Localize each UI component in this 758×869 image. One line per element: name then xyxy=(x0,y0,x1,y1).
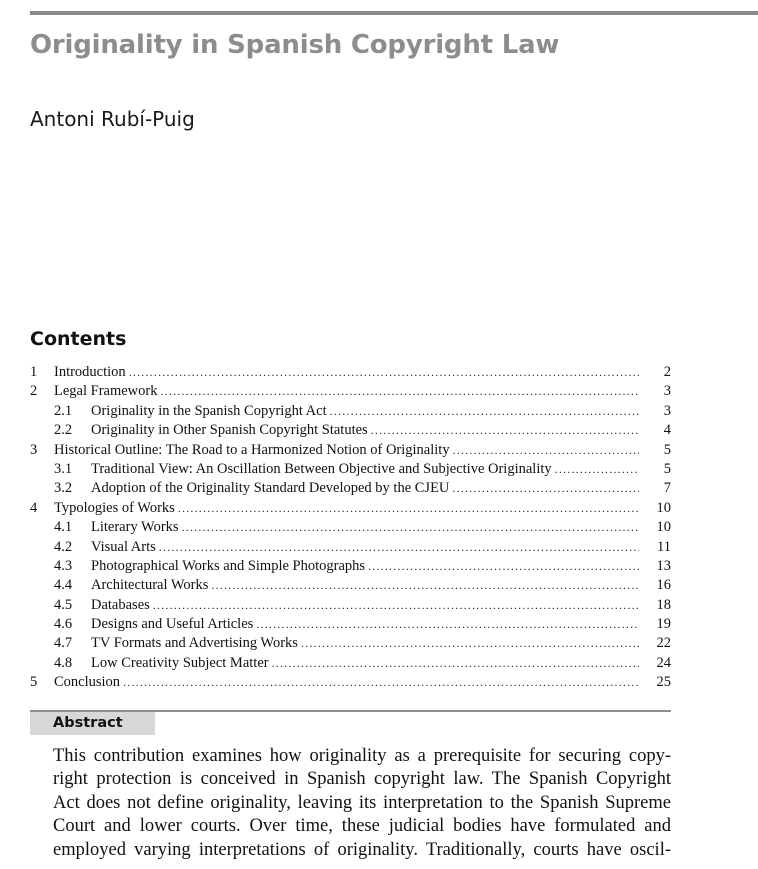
abstract-heading: Abstract xyxy=(30,712,155,735)
toc-dot-leader xyxy=(453,441,639,460)
toc-entry-page: 22 xyxy=(656,635,671,652)
toc-entry-number: 2 xyxy=(30,383,38,400)
toc-dot-leader xyxy=(153,596,639,615)
toc-entry-number: 3.1 xyxy=(54,460,73,477)
toc-entry-title: Traditional View: An Oscillation Between Objective and Subjective Originality xyxy=(91,460,552,477)
toc-entry-page: 7 xyxy=(663,480,671,497)
toc-entry-page: 18 xyxy=(656,596,671,613)
toc-dot-leader xyxy=(272,654,639,673)
abstract-line: Court and lower courts. Over time, these judicial bodies have formulated and xyxy=(53,816,671,837)
toc-entry-title: Originality in Other Spanish Copyright Statutes xyxy=(91,422,368,439)
toc-entry-page: 10 xyxy=(656,499,671,516)
toc-entry-page: 25 xyxy=(656,674,671,691)
toc-entry-number: 2.1 xyxy=(54,402,73,419)
toc-entry-page: 3 xyxy=(663,402,671,419)
contents-heading: Contents xyxy=(30,328,127,350)
toc-entry[interactable] xyxy=(30,615,671,634)
abstract-body xyxy=(53,745,671,862)
toc-entry-title: Visual Arts xyxy=(91,538,156,555)
toc-entry-title: Historical Outline: The Road to a Harmonized Notion of Originality xyxy=(54,441,450,458)
toc-entry-title: Originality in the Spanish Copyright Act xyxy=(91,402,327,419)
toc-entry[interactable] xyxy=(30,460,671,479)
toc-entry-number: 3 xyxy=(30,441,38,458)
toc-entry-number: 3.2 xyxy=(54,480,73,497)
toc-entry[interactable] xyxy=(30,421,671,440)
toc-dot-leader xyxy=(123,673,639,692)
toc-entry-title: Low Creativity Subject Matter xyxy=(91,654,269,671)
toc-entry-number: 4.2 xyxy=(54,538,73,555)
toc-dot-leader xyxy=(160,382,639,401)
toc-entry-page: 3 xyxy=(663,383,671,400)
abstract-line: This contribution examines how originality as a prerequisite for securing copy- xyxy=(53,746,671,766)
toc-entry-number: 4 xyxy=(30,499,38,516)
toc-entry-page: 10 xyxy=(656,519,671,536)
toc-entry-number: 2.2 xyxy=(54,422,73,439)
toc-entry-number: 4.3 xyxy=(54,557,73,574)
toc-dot-leader xyxy=(159,538,639,557)
toc-entry-page: 13 xyxy=(656,557,671,574)
toc-entry-page: 19 xyxy=(656,616,671,633)
toc-entry[interactable] xyxy=(30,557,671,576)
toc-entry-page: 5 xyxy=(663,460,671,477)
toc-entry-number: 1 xyxy=(30,364,38,380)
toc-dot-leader xyxy=(555,460,639,479)
toc-entry[interactable] xyxy=(30,402,671,421)
abstract-line: Act does not define originality, leaving its interpretation to the Spanish Supreme xyxy=(53,792,671,813)
toc-entry-number: 4.8 xyxy=(54,654,73,671)
toc-entry-title: Photographical Works and Simple Photographs xyxy=(91,557,366,574)
toc-entry-number: 4.5 xyxy=(54,596,73,613)
toc-entry-number: 4.7 xyxy=(54,635,73,652)
toc-entry[interactable] xyxy=(30,382,671,401)
toc-entry-title: Databases xyxy=(91,596,150,613)
chapter-title: Originality in Spanish Copyright Law xyxy=(30,30,560,60)
toc-entry-page: 4 xyxy=(663,422,671,439)
toc-entry-page: 11 xyxy=(657,538,671,555)
author-name: Antoni Rubí-Puig xyxy=(30,107,195,131)
toc-dot-leader xyxy=(330,402,639,421)
toc-dot-leader xyxy=(211,576,639,595)
toc-entry-title: Literary Works xyxy=(91,519,179,536)
table-of-contents xyxy=(30,363,671,693)
toc-entry-title: Adoption of the Originality Standard Developed by the CJEU xyxy=(91,480,450,497)
toc-entry[interactable] xyxy=(30,479,671,498)
toc-entry-title: Legal Framework xyxy=(54,383,158,400)
toc-entry-title: TV Formats and Advertising Works xyxy=(91,635,298,652)
toc-entry[interactable] xyxy=(30,654,671,673)
toc-entry-title: Typologies of Works xyxy=(54,499,175,516)
toc-dot-leader xyxy=(256,615,639,634)
abstract-line: right protection is conceived in Spanish copyright law. The Spanish Copyright xyxy=(53,769,671,790)
toc-entry[interactable] xyxy=(30,499,671,518)
toc-entry-title: Conclusion xyxy=(54,674,121,691)
toc-entry-number: 4.1 xyxy=(54,519,73,536)
abstract-line: employed varying interpretations of originality. Traditionally, courts have oscil- xyxy=(53,839,671,860)
toc-entry-title: Introduction xyxy=(54,364,126,380)
toc-dot-leader xyxy=(129,363,639,382)
toc-entry[interactable] xyxy=(30,634,671,653)
toc-entry-page: 24 xyxy=(656,654,671,671)
toc-dot-leader xyxy=(368,557,639,576)
toc-entry-page: 16 xyxy=(656,577,671,594)
toc-entry-title: Designs and Useful Articles xyxy=(91,616,254,633)
toc-dot-leader xyxy=(371,421,639,440)
toc-entry-number: 4.6 xyxy=(54,616,73,633)
toc-entry[interactable] xyxy=(30,538,671,557)
toc-entry[interactable] xyxy=(30,363,671,382)
toc-entry-page: 5 xyxy=(663,441,671,458)
toc-entry-page: 2 xyxy=(663,364,671,380)
toc-entry[interactable] xyxy=(30,576,671,595)
toc-dot-leader xyxy=(178,499,639,518)
toc-entry-title: Architectural Works xyxy=(91,577,209,594)
toc-entry-number: 5 xyxy=(30,674,38,691)
toc-dot-leader xyxy=(301,634,639,653)
toc-entry[interactable] xyxy=(30,673,671,692)
toc-entry[interactable] xyxy=(30,441,671,460)
toc-dot-leader xyxy=(452,479,639,498)
toc-dot-leader xyxy=(182,518,639,537)
toc-entry-number: 4.4 xyxy=(54,577,73,594)
toc-entry[interactable] xyxy=(30,518,671,537)
toc-entry[interactable] xyxy=(30,596,671,615)
top-rule xyxy=(30,11,758,15)
